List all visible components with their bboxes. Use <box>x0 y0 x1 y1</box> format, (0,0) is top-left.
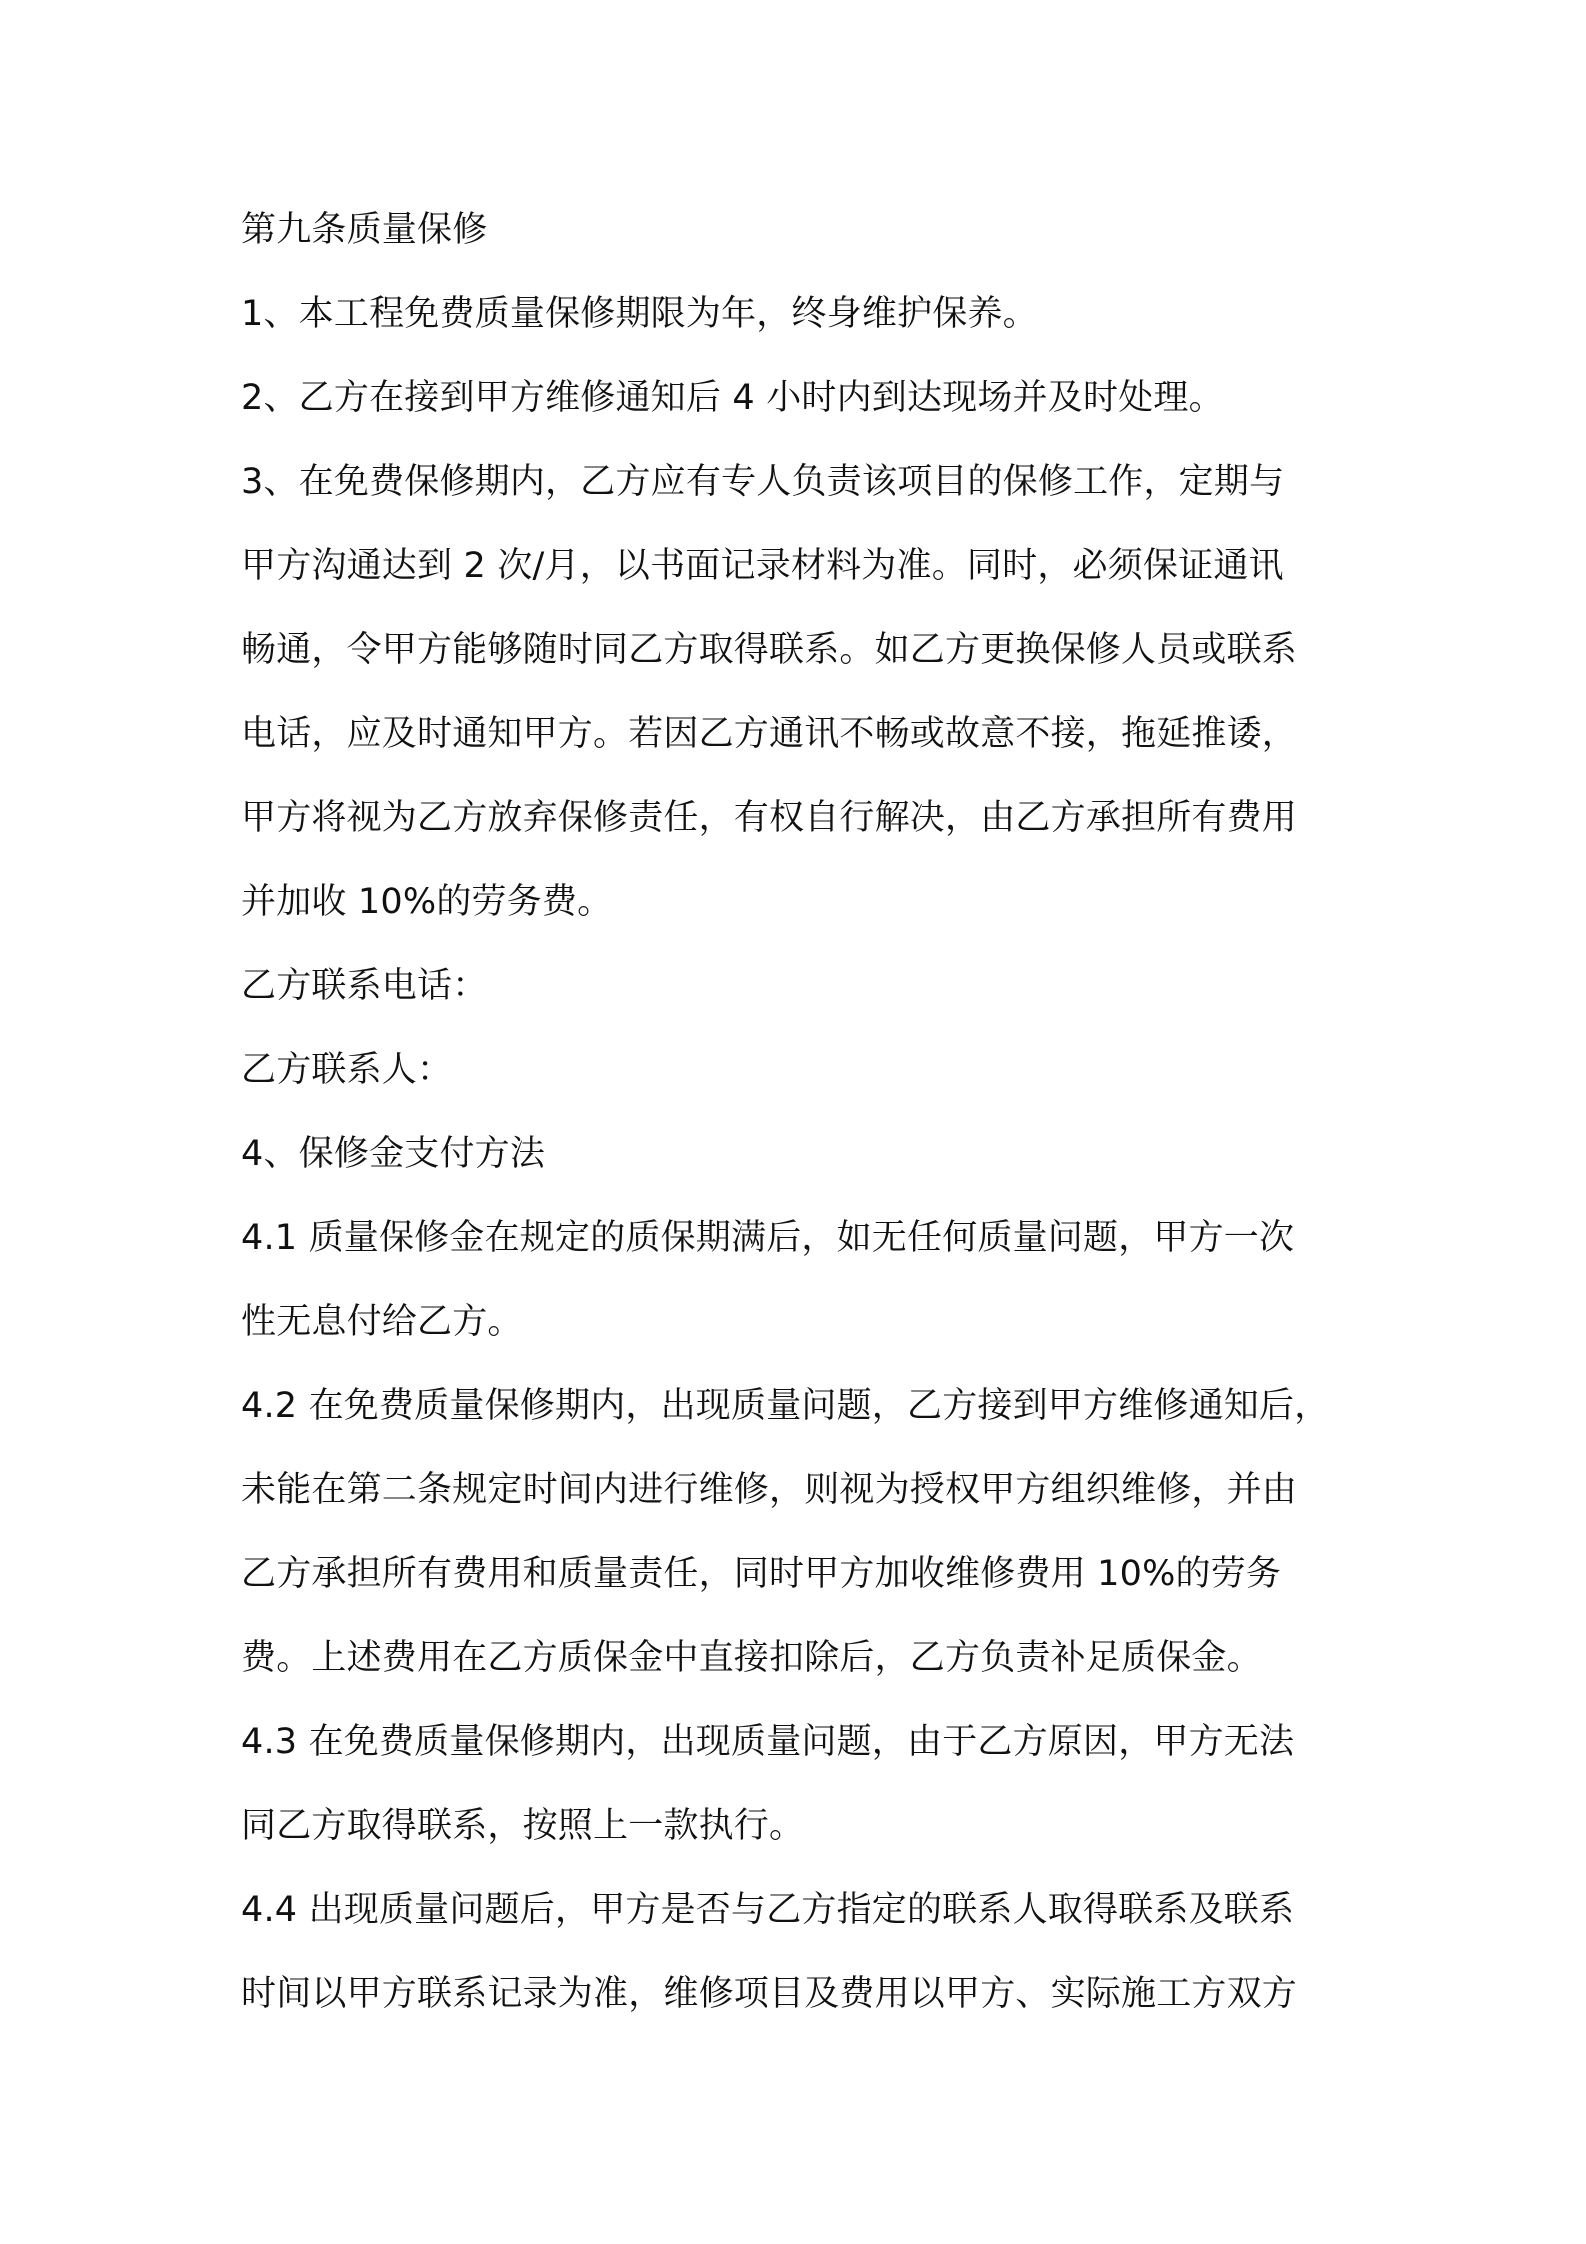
paragraph-line: 甲方将视为乙方放弃保修责任，有权自行解决，由乙方承担所有费用 <box>241 798 1298 838</box>
paragraph-line: 并加收 10%的劳务费。 <box>241 882 613 922</box>
paragraph-line: 乙方承担所有费用和质量责任，同时甲方加收维修费用 10%的劳务 <box>241 1554 1282 1594</box>
contact-phone-label: 乙方联系电话： <box>241 966 488 1006</box>
paragraph-line: 费。上述费用在乙方质保金中直接扣除后，乙方负责补足质保金。 <box>241 1638 1262 1678</box>
paragraph-line: 同乙方取得联系，按照上一款执行。 <box>241 1806 805 1846</box>
section-heading: 第九条质量保修 <box>241 210 488 250</box>
paragraph-line: 时间以甲方联系记录为准，维修项目及费用以甲方、实际施工方双方 <box>241 1974 1298 2014</box>
paragraph-line: 性无息付给乙方。 <box>241 1302 523 1342</box>
paragraph-line: 畅通，令甲方能够随时同乙方取得联系。如乙方更换保修人员或联系 <box>241 630 1298 670</box>
paragraph-line: 4.4 出现质量问题后，甲方是否与乙方指定的联系人取得联系及联系 <box>241 1890 1295 1930</box>
subsection-heading: 4、保修金支付方法 <box>241 1134 546 1174</box>
paragraph-line: 1、本工程免费质量保修期限为年，终身维护保养。 <box>241 294 1038 334</box>
paragraph-line: 未能在第二条规定时间内进行维修，则视为授权甲方组织维修，并由 <box>241 1470 1298 1510</box>
paragraph-line: 4.1 质量保修金在规定的质保期满后，如无任何质量问题，甲方一次 <box>241 1218 1295 1258</box>
paragraph-line: 3、在免费保修期内，乙方应有专人负责该项目的保修工作，定期与 <box>241 462 1285 502</box>
document-body <box>241 198 1359 2046</box>
paragraph-line: 4.3 在免费质量保修期内，出现质量问题，由于乙方原因，甲方无法 <box>241 1722 1295 1762</box>
paragraph-line: 甲方沟通达到 2 次/月，以书面记录材料为准。同时，必须保证通讯 <box>241 546 1284 586</box>
contact-person-label: 乙方联系人： <box>241 1050 453 1090</box>
paragraph-line: 电话，应及时通知甲方。若因乙方通讯不畅或故意不接，拖延推诿， <box>241 714 1298 754</box>
paragraph-line: 2、乙方在接到甲方维修通知后 4 小时内到达现场并及时处理。 <box>241 378 1224 418</box>
paragraph-line: 4.2 在免费质量保修期内，出现质量问题，乙方接到甲方维修通知后， <box>241 1386 1330 1426</box>
